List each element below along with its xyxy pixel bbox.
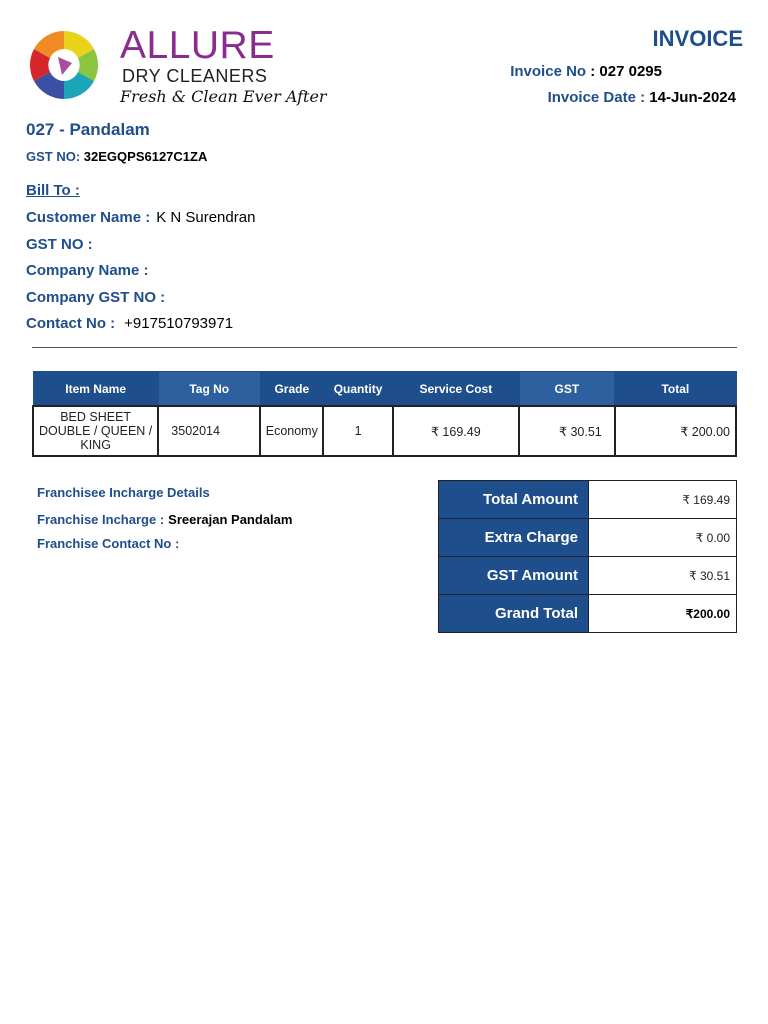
section-divider: [32, 347, 737, 348]
total-amount-row: [439, 481, 737, 519]
grand-total-label: Grand Total: [439, 595, 589, 633]
franchise-contact-label: Franchise Contact No :: [37, 536, 180, 551]
branch-gst-value: 32EGQPS6127C1ZA: [83, 149, 208, 164]
invoice-title: INVOICE: [652, 26, 743, 51]
items-table: [32, 371, 737, 457]
contact-value: +917510793971: [124, 315, 234, 332]
column-header: Total: [615, 372, 736, 407]
invoice-date-row: [548, 89, 736, 107]
bill-to-heading: Bill To :: [26, 182, 80, 199]
total-cell: ₹ 200.00: [615, 406, 736, 456]
extra-charge-value: ₹ 0.00: [589, 519, 737, 557]
invoice-date: 14-Jun-2024: [649, 89, 736, 106]
swirl-logo-icon: [26, 28, 102, 102]
company-gst-label: Company GST NO :: [26, 289, 166, 306]
quantity-cell: 1: [323, 406, 392, 456]
contact-row: [26, 315, 233, 332]
branch-gst-label: GST NO:: [26, 149, 81, 164]
brand-tagline: Fresh & Clean Ever After: [120, 87, 327, 106]
customer-gst-row: [26, 236, 99, 253]
totals-table: [438, 480, 737, 633]
customer-name-row: [26, 209, 255, 226]
column-header: Quantity: [323, 372, 392, 407]
gst-amount-row: [439, 557, 737, 595]
invoice-number-sep: :: [586, 63, 600, 80]
invoice-number-row: [510, 63, 662, 81]
franchise-title: Franchisee Incharge Details: [37, 485, 210, 500]
customer-name-value: K N Surendran: [156, 209, 256, 226]
total-amount-label: Total Amount: [439, 481, 589, 519]
gst-amount-value: ₹ 30.51: [589, 557, 737, 595]
grand-total-row: [439, 595, 737, 633]
service-cost-cell: ₹ 169.49: [393, 406, 519, 456]
table-row: [33, 406, 736, 456]
branch-gst: [26, 149, 207, 164]
franchise-contact-row: [37, 536, 183, 551]
extra-charge-label: Extra Charge: [439, 519, 589, 557]
column-header: Item Name: [33, 372, 158, 407]
invoice-number-label: Invoice No: [510, 63, 587, 80]
customer-gst-label: GST NO :: [26, 236, 93, 253]
tag-no-cell: 3502014: [158, 406, 260, 456]
column-header: GST: [519, 372, 615, 407]
customer-name-label: Customer Name :: [26, 209, 151, 226]
column-header: Service Cost: [393, 372, 519, 407]
item-name-cell: BED SHEET DOUBLE / QUEEN / KING: [33, 406, 158, 456]
franchise-incharge-row: [37, 512, 292, 527]
invoice-number: 027 0295: [599, 63, 662, 80]
brand-name: ALLURE: [120, 24, 275, 67]
brand-subtitle: DRY CLEANERS: [122, 66, 268, 86]
grade-cell: Economy: [260, 406, 323, 456]
invoice-date-label: Invoice Date :: [547, 89, 650, 106]
contact-label: Contact No :: [26, 315, 116, 332]
extra-charge-row: [439, 519, 737, 557]
gst-amount-label: GST Amount: [439, 557, 589, 595]
grand-total-value: ₹200.00: [589, 595, 737, 633]
gst-cell: ₹ 30.51: [519, 406, 615, 456]
column-header: Grade: [260, 372, 323, 407]
items-table-header: [33, 372, 736, 407]
column-header: Tag No: [158, 372, 260, 407]
franchise-incharge-value: Sreerajan Pandalam: [168, 512, 293, 527]
total-amount-value: ₹ 169.49: [589, 481, 737, 519]
franchise-incharge-label: Franchise Incharge :: [37, 512, 165, 527]
company-name-row: [26, 262, 155, 279]
company-gst-row: [26, 289, 171, 306]
branch-name: 027 - Pandalam: [26, 120, 150, 139]
company-name-label: Company Name :: [26, 262, 149, 279]
